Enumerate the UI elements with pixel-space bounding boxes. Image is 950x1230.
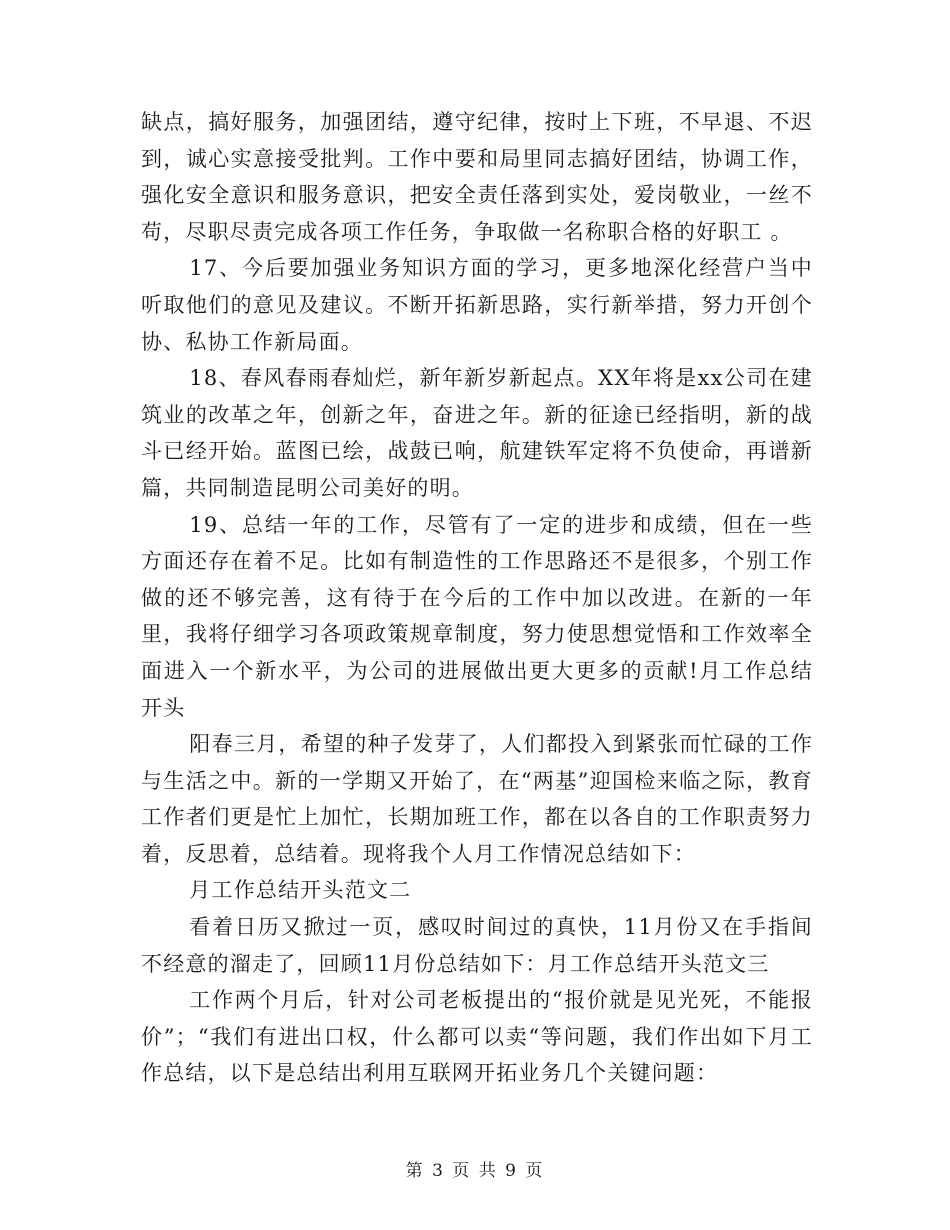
paragraph-spring: 阳春三月，希望的种子发芽了，人们都投入到紧张而忙碌的工作与生活之中。新的一学期又开始了，在“两基”迎国检来临之际，教育工作者们更是忙上加忙，长期加班工作，都在以各自的工作职责努力着，反思着，总结着。现将我个人月工作情况总结如下： [141,732,813,866]
paragraph-continuation: 缺点，搞好服务，加强团结，遵守纪律，按时上下班，不早退、不迟到，诚心实意接受批判。工作中要和局里同志搞好团结，协调工作，强化安全意识和服务意识，把安全责任落到实处，爱岗敬业，一丝不苟，尽职尽责完成各项工作任务，争取做一名称职合格的好职工 。 [141,110,813,244]
paragraph-calendar: 看着日历又掀过一页，感叹时间过的真快，11月份又在手指间不经意的溜走了，回顾11月份总结如下：月工作总结开头范文三 [141,915,813,976]
paragraph-two-months: 工作两个月后，针对公司老板提出的“报价就是见光死，不能报价”；“我们有进出口权，什么都可以卖“等问题，我们作出如下月工作总结，以下是总结出利用互联网开拓业务几个关键问题： [141,988,813,1086]
document-body [141,104,813,1092]
page-number-footer: 第 3 页 共 9 页 [405,1161,545,1181]
paragraph-item-19: 19、总结一年的工作，尽管有了一定的进步和成绩，但在一些方面还存在着不足。比如有制造性的工作思路还不是很多，个别工作做的还不够完善，这有待于在今后的工作中加以改进。在新的一年里，我将仔细学习各项政策规章制度，努力使思想觉悟和工作效率全面进入一个新水平，为公司的进展做出更大更多的贡献!月工作总结开头 [141,512,813,720]
paragraph-item-18: 18、春风春雨春灿烂，新年新岁新起点。XX年将是xx公司在建筑业的改革之年，创新之年，奋进之年。新的征途已经指明，新的战斗已经开始。蓝图已绘，战鼓已响，航建铁军定将不负使命，再谱新篇，共同制造昆明公司美好的明。 [141,366,813,500]
paragraph-item-17: 17、今后要加强业务知识方面的学习，更多地深化经营户当中听取他们的意见及建议。不断开拓新思路，实行新举措，努力开创个协、私协工作新局面。 [141,256,813,354]
section-heading-sample-two: 月工作总结开头范文二 [189,878,412,903]
